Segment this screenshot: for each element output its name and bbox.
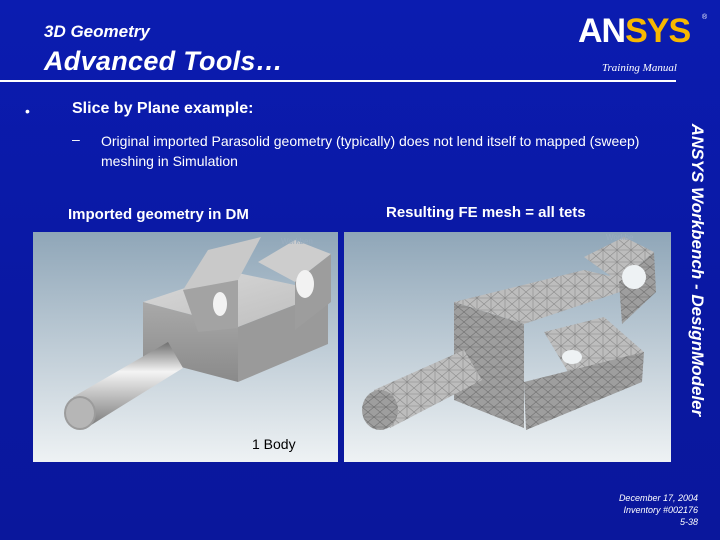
side-banner-text: ANSYS Workbench - DesignModeler	[688, 123, 707, 417]
ansys-logo	[578, 12, 706, 48]
registered-mark: ®	[702, 14, 708, 21]
bullet-icon: •	[25, 103, 30, 119]
footer	[619, 492, 698, 528]
left-image-caption: Imported geometry in DM	[68, 206, 249, 223]
right-image-caption: Resulting FE mesh = all tets	[386, 204, 586, 221]
sub-bullet-dash: –	[72, 131, 80, 147]
fe-mesh-image	[344, 232, 671, 462]
logo-sys: SYS	[625, 12, 691, 50]
svg-text:Workben: Workben	[281, 237, 313, 246]
bullet-text: Slice by Plane example:	[72, 100, 254, 117]
logo-an: AN	[578, 12, 626, 50]
slide-subject: 3D Geometry	[44, 22, 150, 41]
body-count-label: 1 Body	[252, 436, 296, 452]
training-manual-label: Training Manual	[602, 62, 677, 74]
svg-text:Workbe: Workbe	[606, 233, 634, 242]
header-divider	[0, 80, 676, 82]
footer-page-number: 5-38	[679, 517, 698, 527]
imported-geometry-image	[33, 232, 338, 462]
footer-inventory: Inventory #002176	[623, 505, 698, 515]
footer-date: December 17, 2004	[618, 493, 698, 503]
sub-bullet-text: Original imported Parasolid geometry (typically) does not lend itself to mapped (sweep) meshing in Simulation	[101, 133, 640, 169]
slide-title: Advanced Tools…	[44, 46, 284, 76]
